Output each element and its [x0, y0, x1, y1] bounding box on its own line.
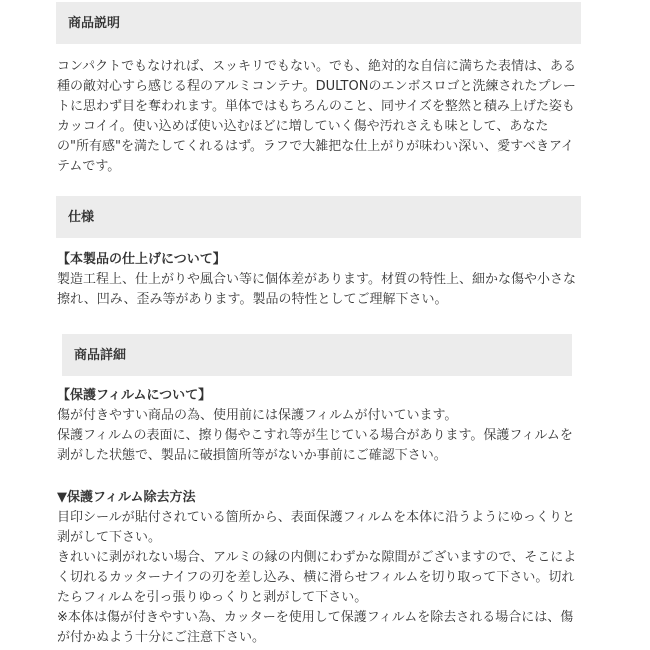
film-line: 傷が付きやすい商品の為、使用前には保護フィルムが付いています。: [57, 408, 458, 423]
section-header-spec: 仕様: [56, 196, 581, 238]
removal-line: く切れるカッターナイフの刃を差し込み、横に滑らせフィルムを切り取って下さい。切れ: [57, 570, 575, 585]
description-text: [57, 57, 582, 177]
removal-line: 目印シールが貼付されている箇所から、表面保護フィルムを本体に沿うようにゆっくりと: [57, 510, 576, 525]
removal-line: 剥がして下さい。: [57, 530, 162, 545]
spec-text: [57, 250, 582, 310]
removal-line: ※本体は傷が付きやすい為、カッターを使用して保護フィルムを除去される場合には、傷: [57, 610, 574, 625]
film-text: [57, 386, 582, 466]
spec-heading: 【本製品の仕上げについて】: [57, 252, 226, 267]
film-line: 保護フィルムの表面に、擦り傷やこすれ等が生じている場合があります。保護フィルムを: [57, 428, 573, 443]
removal-heading: ▼保護フィルム除去方法: [57, 490, 196, 505]
removal-line: きれいに剥がれない場合、アルミの縁の内側にわずかな隙間がございますので、そこによ: [57, 550, 577, 565]
description-line: トに思わず目を奪われます。単体ではもちろんのこと、同サイズを整然と積み上げた姿も: [57, 99, 575, 114]
description-line: 種の敵対心すら感じる程のアルミコンテナ。DULTONのエンボスロゴと洗練されたプレー: [57, 79, 576, 94]
film-line: 剥がした状態で、製品に破損箇所等がないか事前にご確認下さい。: [57, 448, 447, 463]
spec-line: 製造工程上、仕上がりや風合い等に個体差があります。材質の特性上、細かな傷や小さな: [57, 272, 576, 287]
description-line: コンパクトでもなければ、スッキリでもない。でも、絶対的な自信に満ちた表情は、ある: [57, 59, 576, 74]
removal-line: たらフィルムを引っ張りゆっくりと剥がして下さい。: [57, 590, 368, 605]
description-line: カッコイイ。使い込めば使い込むほどに増していく傷や汚れさえも味として、あなた: [57, 119, 549, 134]
spec-line: 擦れ、凹み、歪み等があります。製品の特性としてご理解下さい。: [57, 292, 448, 307]
removal-line: が付かぬよう十分にご注意下さい。: [57, 630, 266, 645]
film-heading: 【保護フィルムについて】: [57, 388, 212, 403]
section-header-description: 商品説明: [56, 2, 581, 44]
description-line: テムです。: [57, 159, 121, 174]
description-line: の"所有感"を満たしてくれるはず。ラフで大雑把な仕上がりが味わい深い、愛すべきアイ: [57, 139, 574, 154]
section-header-details: 商品詳細: [62, 334, 572, 376]
removal-text: [57, 488, 582, 648]
